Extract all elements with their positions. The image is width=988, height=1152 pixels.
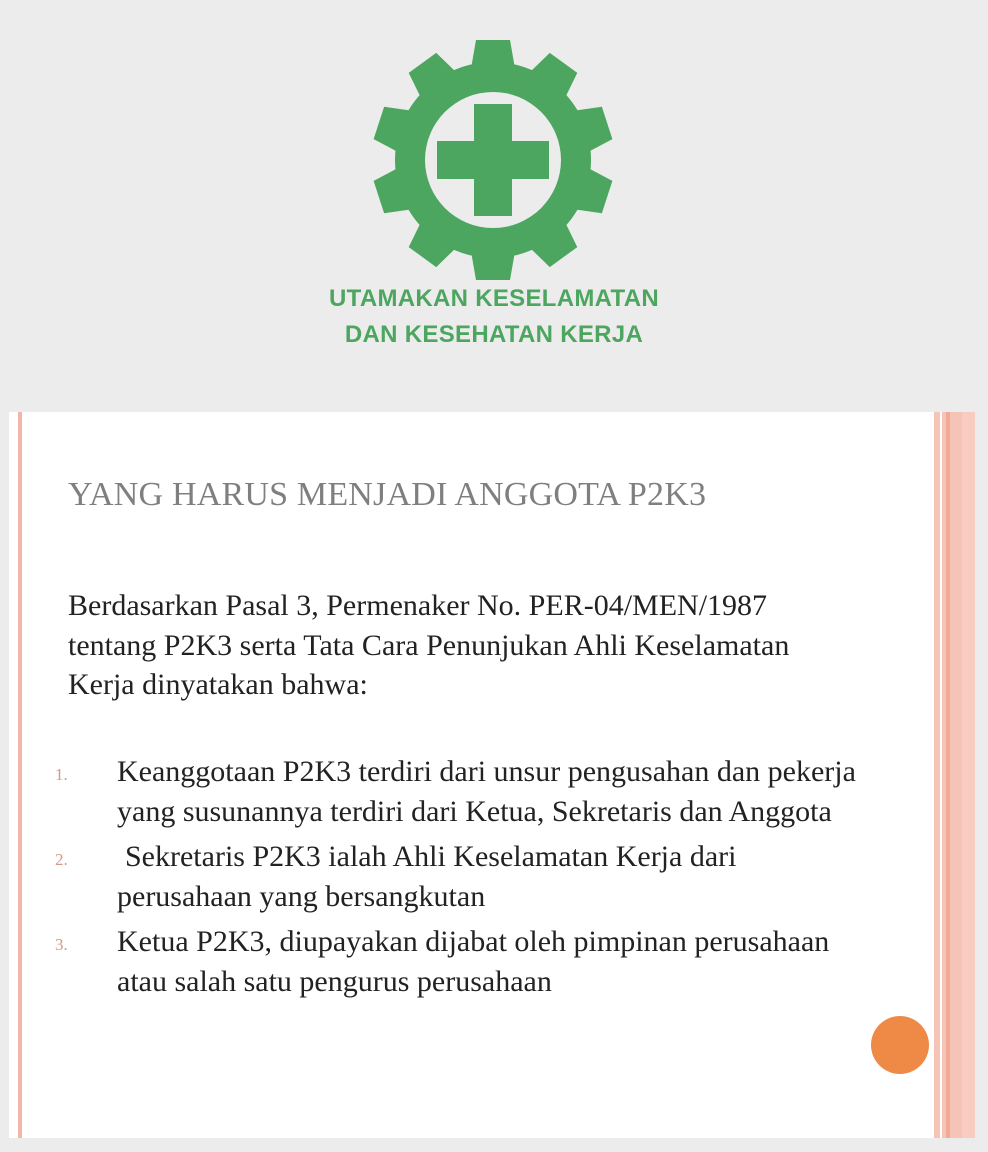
slide xyxy=(9,412,975,1138)
slogan-line-1: UTAMAKAN KESELAMATAN xyxy=(329,285,659,312)
decorative-orange-dot xyxy=(871,1016,929,1074)
intro-paragraph: Berdasarkan Pasal 3, Permenaker No. PER-04/MEN/1987 tentang P2K3 serta Tata Cara Penunjukan Ahli Keselamatan Kerja dinyatakan bahwa: xyxy=(68,589,790,701)
slide-title: YANG HARUS MENJADI ANGGOTA P2K3 xyxy=(68,476,707,513)
list-item xyxy=(55,922,875,1001)
left-border-stripe xyxy=(18,412,22,1138)
list-item xyxy=(55,837,875,916)
right-border-stripes xyxy=(931,412,975,1138)
list-item-text: Sekretaris P2K3 ialah Ahli Keselamatan Kerja dari perusahaan yang bersangkutan xyxy=(117,840,737,913)
list-number: 2. xyxy=(55,850,68,869)
list-number: 3. xyxy=(55,935,68,954)
logo-area xyxy=(0,0,988,400)
safety-gear-cross-icon xyxy=(371,38,615,282)
list-item-text: Keanggotaan P2K3 terdiri dari unsur pengusahan dan pekerja yang susunannya terdiri dari Ketua, Sekretaris dan Anggota xyxy=(117,755,856,828)
member-list xyxy=(55,752,875,1007)
list-item-text: Ketua P2K3, diupayakan dijabat oleh pimpinan perusahaan atau salah satu pengurus perusahaan xyxy=(117,925,830,998)
list-item xyxy=(55,752,875,831)
list-number: 1. xyxy=(55,765,68,784)
slogan-line-2: DAN KESEHATAN KERJA xyxy=(344,321,644,348)
